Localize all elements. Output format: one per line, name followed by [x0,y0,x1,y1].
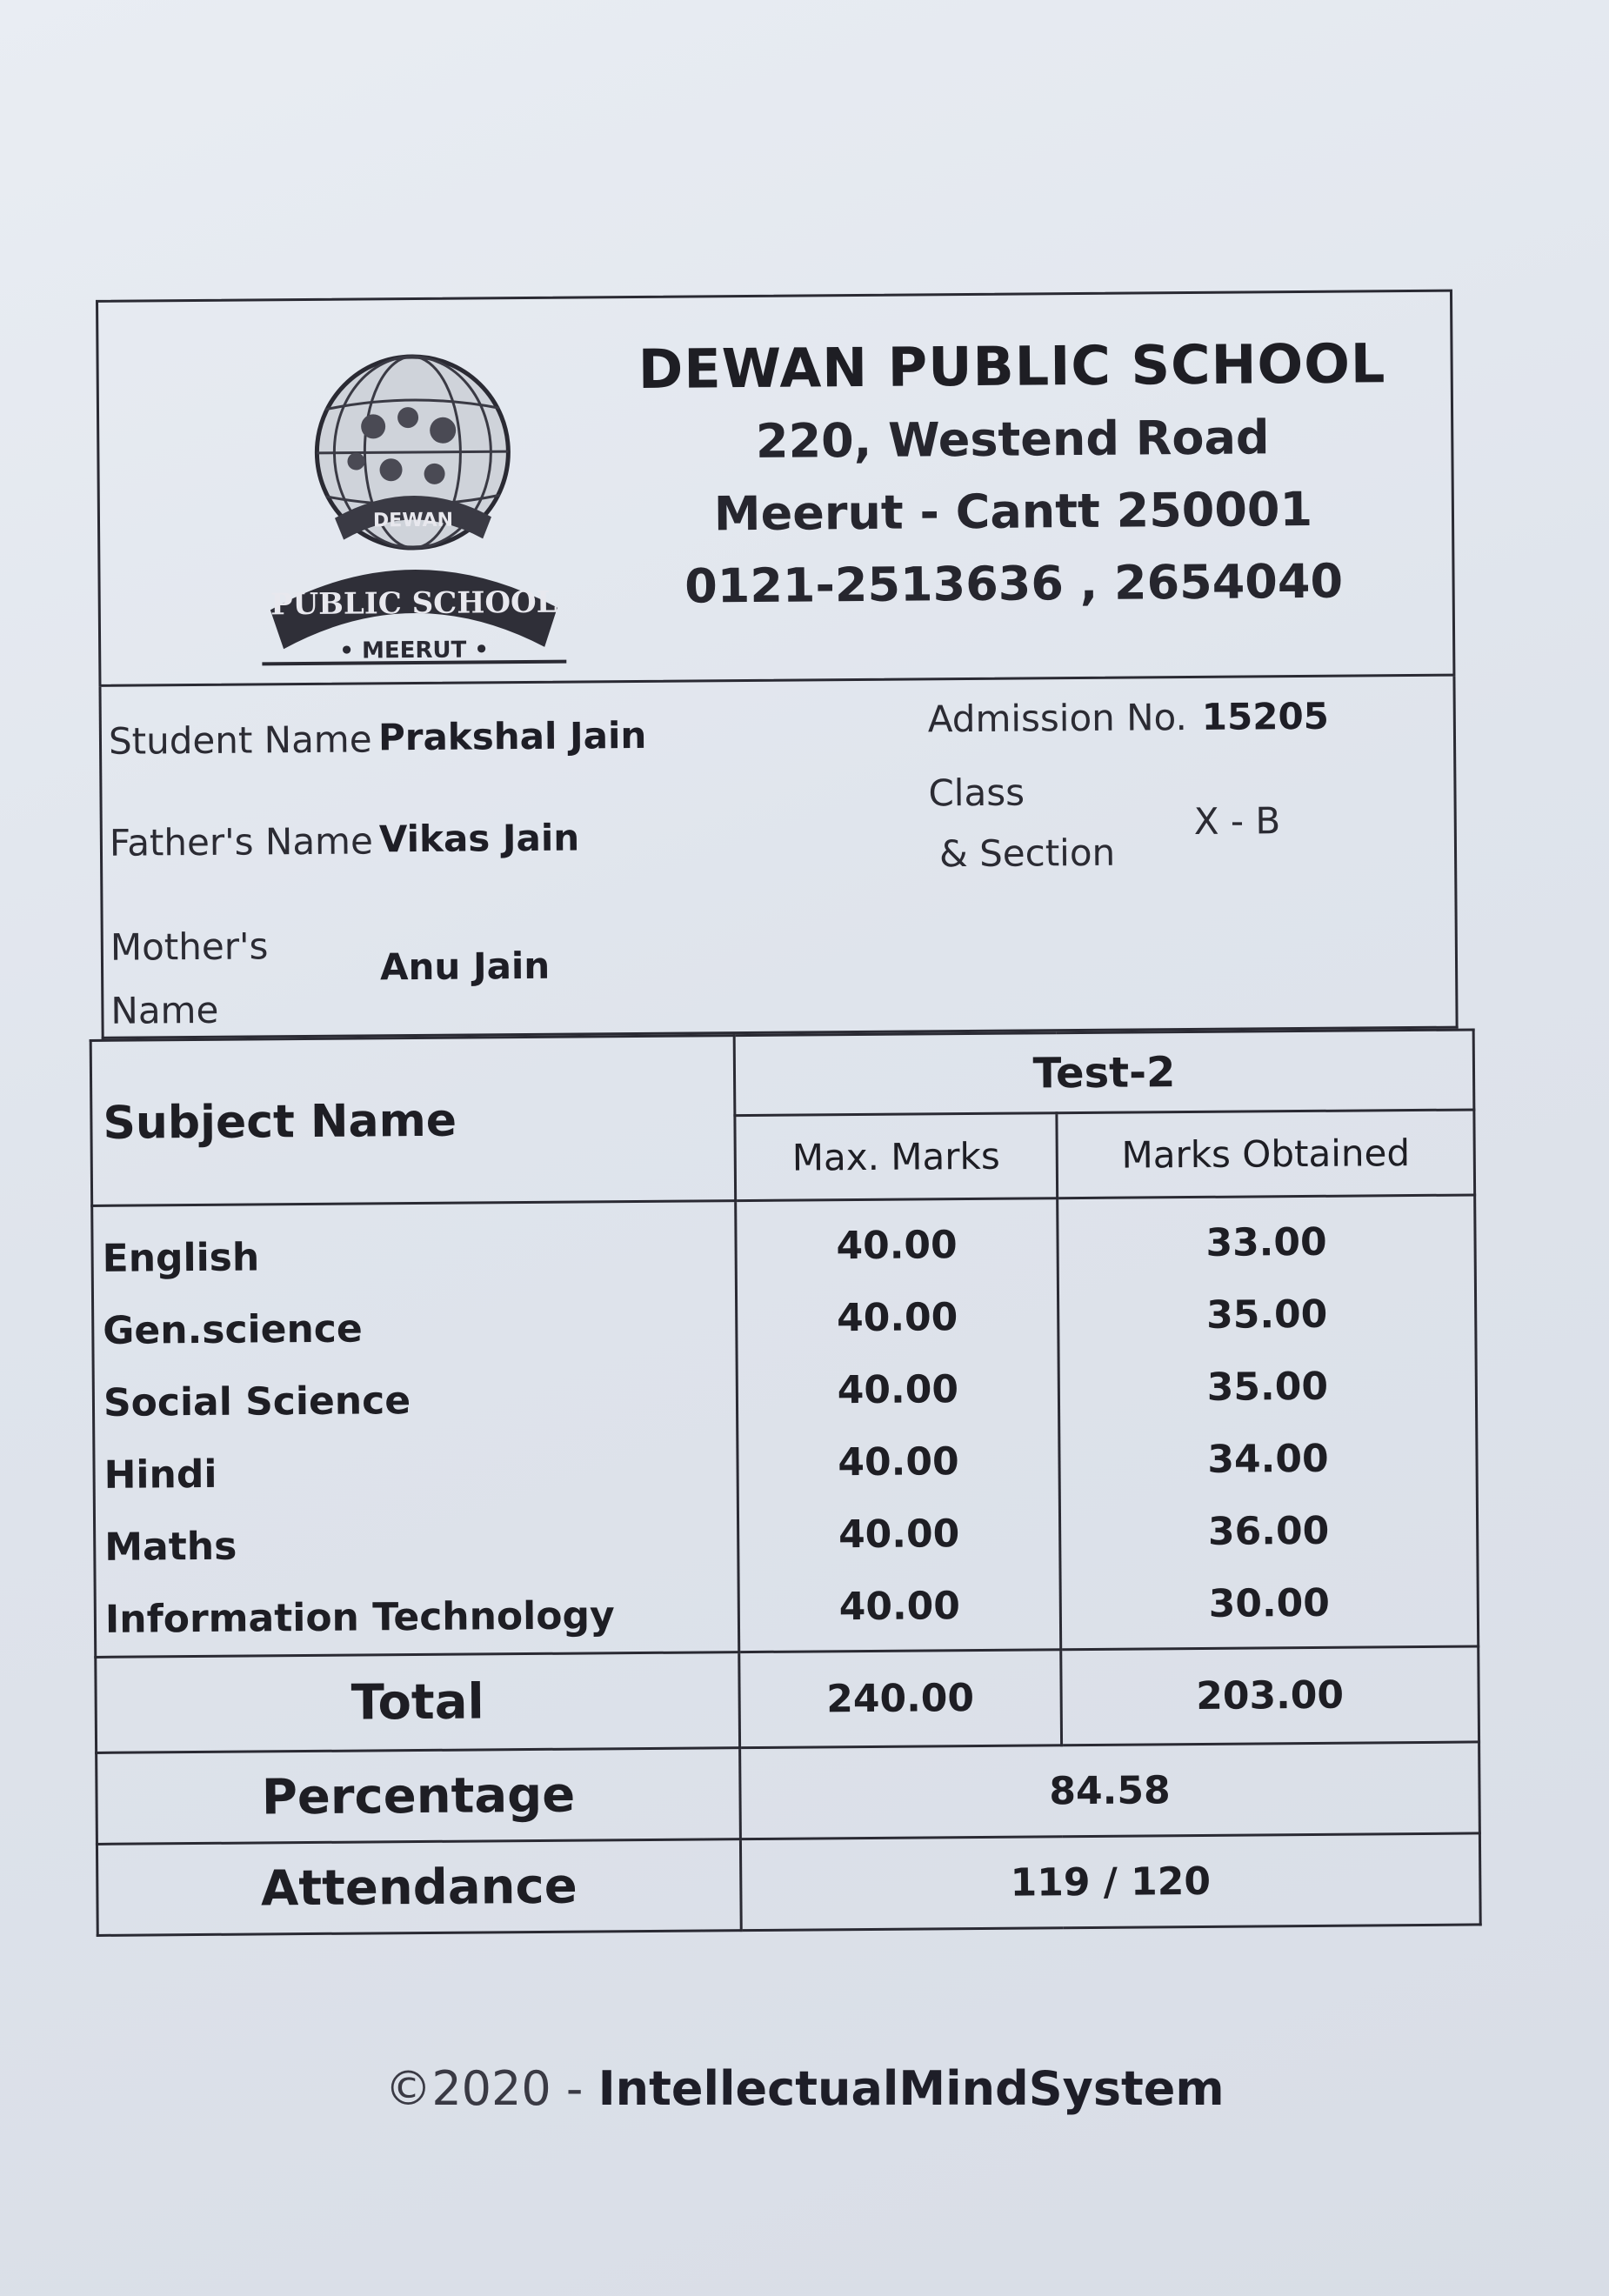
total-marks-obtained: 203.00 [1061,1646,1479,1745]
marks-obtained-value: 34.00 [1207,1436,1329,1482]
student-name: Prakshal Jain [377,713,647,759]
subject-name-header: Subject Name [90,1036,735,1206]
percentage-label: Percentage [97,1748,741,1845]
svg-text:• MEERUT •: • MEERUT • [339,637,490,664]
father-name-label: Father's Name [109,819,374,864]
marks-obtained-value: 35.00 [1206,1364,1329,1410]
marks-table [90,1028,1482,1936]
footer [0,2061,1609,2116]
max-marks-value: 40.00 [837,1367,959,1413]
mother-name-label-line1: Mother's [110,924,269,969]
max-marks-value: 40.00 [838,1512,960,1558]
class-section-value: X - B [1193,799,1281,843]
student-info [98,677,1458,1039]
school-name: DEWAN PUBLIC SCHOOL [638,331,1386,401]
school-phone: 0121-2513636 , 2654040 [684,553,1344,614]
class-label-line1: Class [928,771,1025,815]
subject-name: Information Technology [104,1593,615,1642]
footer-brand: IntellectualMindSystem [598,2061,1225,2116]
class-label-line2: & Section [938,831,1116,876]
subject-name: Hindi [103,1452,217,1498]
max-marks-value: 40.00 [838,1439,959,1485]
school-address-line2: Meerut - Cantt 250001 [713,481,1313,542]
subject-name: Maths [104,1524,237,1570]
svg-text:DEWAN: DEWAN [372,509,454,532]
svg-text:PUBLIC SCHOOL: PUBLIC SCHOOL [270,584,557,623]
admission-label: Admission No. [927,696,1188,741]
school-address-line1: 220, Westend Road [755,410,1270,469]
test-name-header: Test-2 [734,1030,1474,1116]
copyright-text: ©2020 - [384,2061,598,2116]
admission-number: 15205 [1201,694,1330,738]
total-label: Total [96,1652,740,1753]
percentage-value: 84.58 [740,1742,1480,1839]
marks-obtained-value: 35.00 [1205,1292,1328,1338]
marks-obtained-list [1058,1195,1479,1650]
report-card [83,289,1514,1935]
attendance-value: 119 / 120 [740,1833,1480,1931]
father-name: Vikas Jain [378,816,580,861]
subject-list [92,1201,739,1658]
max-marks-value: 40.00 [838,1584,961,1630]
max-marks-list [736,1198,1061,1652]
school-logo-icon [259,347,575,671]
total-max-marks: 240.00 [739,1650,1062,1748]
mother-name-label-line2: Name [110,988,219,1032]
mother-name: Anu Jain [379,944,551,989]
subject-name: Social Science [103,1378,411,1425]
marks-obtained-header: Marks Obtained [1057,1110,1475,1198]
marks-obtained-value: 36.00 [1207,1508,1330,1554]
max-marks-value: 40.00 [836,1223,958,1269]
marks-obtained-value: 30.00 [1208,1580,1331,1626]
attendance-label: Attendance [97,1839,741,1936]
school-header [96,290,1455,687]
marks-obtained-value: 33.00 [1205,1219,1327,1265]
student-name-label: Student Name [108,718,372,763]
subject-name: English [102,1235,260,1281]
school-details [620,331,1405,631]
max-marks-header: Max. Marks [735,1113,1058,1200]
subject-name: Gen.science [103,1306,363,1353]
max-marks-value: 40.00 [836,1295,958,1341]
